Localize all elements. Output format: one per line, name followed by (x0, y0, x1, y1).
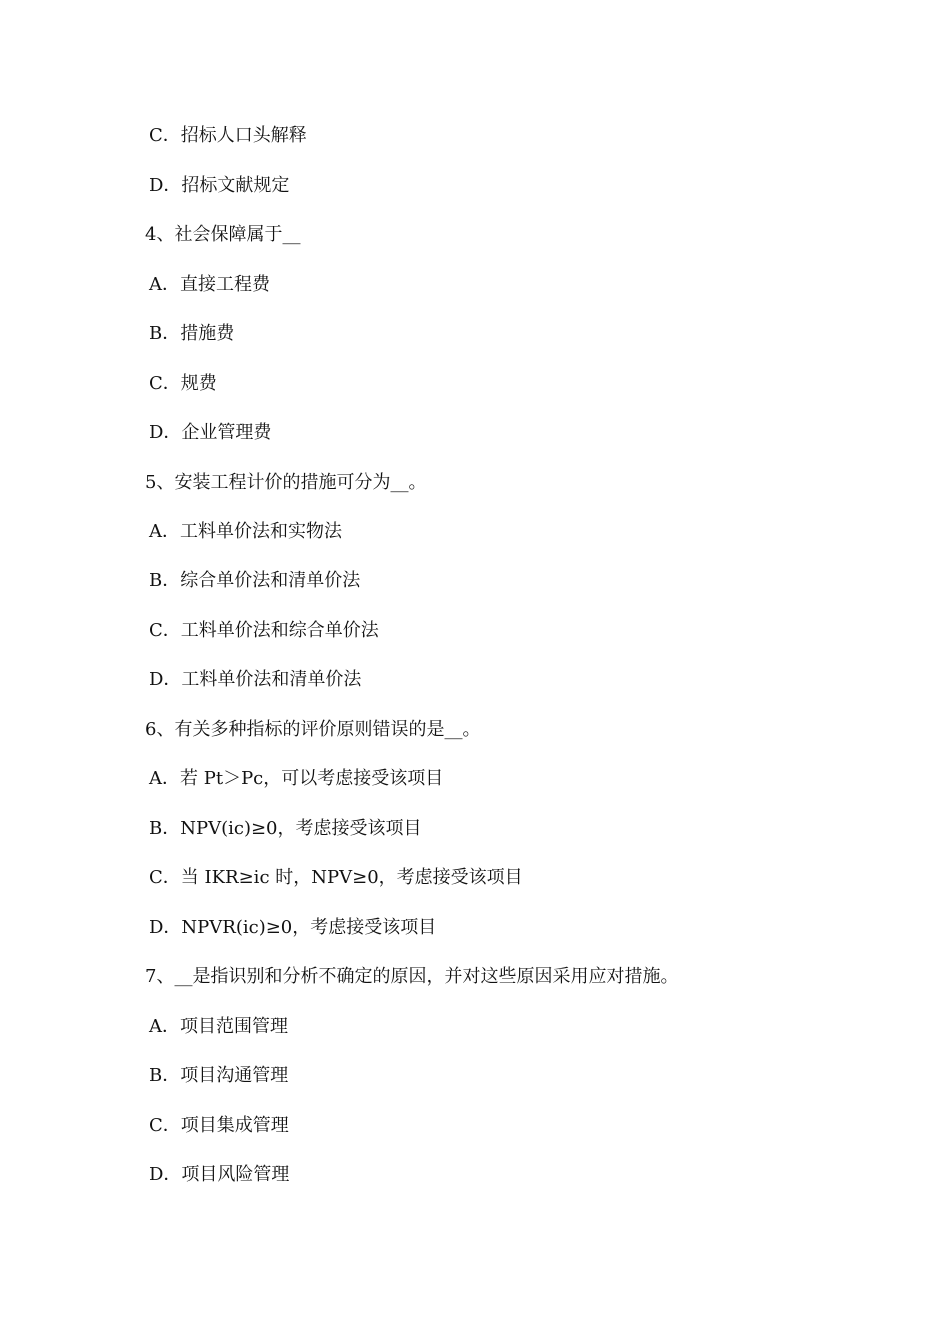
option-line: D．企业管理费 (149, 422, 272, 443)
option-line: C．招标人口头解释 (149, 125, 307, 146)
question-line: 4、社会保障属于__ (145, 224, 301, 245)
option-line: C．工料单价法和综合单价法 (149, 620, 379, 641)
option-line: C．项目集成管理 (149, 1115, 289, 1136)
option-line: C．规费 (149, 373, 217, 394)
option-line: A．直接工程费 (149, 274, 270, 295)
option-line: B．NPV(ic)≥0，考虑接受该项目 (149, 818, 422, 839)
option-line: D．工料单价法和清单价法 (149, 669, 362, 690)
option-line: B．综合单价法和清单价法 (149, 570, 361, 591)
option-line: A．工料单价法和实物法 (149, 521, 342, 542)
question-line: 5、安装工程计价的措施可分为__。 (145, 472, 427, 493)
option-line: A．若 Pt＞Pc，可以考虑接受该项目 (149, 768, 444, 789)
option-line: B．项目沟通管理 (149, 1065, 289, 1086)
question-line: 7、__是指识别和分析不确定的原因，并对这些原因采用应对措施。 (145, 966, 679, 987)
question-line: 6、有关多种指标的评价原则错误的是__。 (145, 719, 481, 740)
option-line: A．项目范围管理 (149, 1016, 288, 1037)
option-line: D．招标文献规定 (149, 175, 290, 196)
option-line: D．项目风险管理 (149, 1164, 290, 1185)
option-line: B．措施费 (149, 323, 235, 344)
option-line: D．NPVR(ic)≥0，考虑接受该项目 (149, 917, 437, 938)
option-line: C．当 IKR≥ic 时，NPV≥0，考虑接受该项目 (149, 867, 523, 888)
